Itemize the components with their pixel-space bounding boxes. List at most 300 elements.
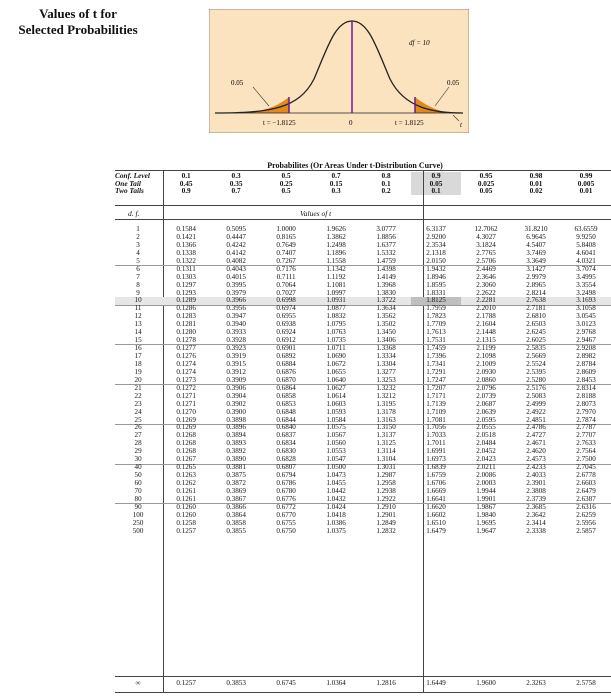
- value-cell: 2.5758: [576, 679, 596, 687]
- value-cell: 9.9250: [576, 232, 596, 241]
- value-cell: 0.1277: [176, 344, 196, 353]
- df-cell: 18: [134, 359, 142, 368]
- value-cell: 2.8214: [526, 288, 546, 297]
- header-cell-highlighted: 0.1: [411, 187, 461, 195]
- value-cell: 0.6830: [276, 447, 296, 456]
- value-cell: 1.6991: [426, 447, 446, 456]
- value-cell: 1.3368: [376, 344, 396, 353]
- table-header: [115, 172, 611, 195]
- header-cell: 0.01: [579, 186, 593, 195]
- value-cell: 1.7396: [426, 352, 446, 360]
- value-cell: 1.6706: [426, 479, 446, 487]
- value-cell: 2.9200: [426, 232, 446, 241]
- value-cell: 2.4786: [526, 423, 546, 432]
- value-cell: 1.2910: [376, 502, 396, 511]
- value-cell: 1.0473: [326, 471, 346, 480]
- header-cell: 0.2: [381, 186, 391, 195]
- value-cell: 1.7247: [426, 375, 446, 384]
- value-cell: 0.7176: [276, 264, 296, 273]
- value-cell: 1.3114: [376, 447, 396, 456]
- value-cell: 1.3304: [376, 359, 396, 368]
- header-cell: 0.01: [529, 178, 543, 188]
- value-cell: 2.3685: [526, 502, 546, 511]
- value-cell: 0.3890: [226, 455, 246, 464]
- value-cell: 0.1268: [176, 439, 196, 448]
- value-cell: 1.7109: [426, 407, 446, 416]
- value-cell: 0.8165: [276, 232, 296, 241]
- value-cell: 1.0877: [326, 304, 346, 313]
- value-cell: 4.0321: [576, 256, 596, 265]
- value-cell: 0.1273: [176, 375, 196, 384]
- subheader-rule: [115, 219, 611, 220]
- value-cell: 1.3253: [376, 375, 396, 384]
- value-cell: 2.0003: [476, 479, 496, 487]
- value-cell: 1.0672: [326, 359, 346, 368]
- value-cell: 0.7649: [276, 240, 296, 249]
- value-cell: 1.7139: [426, 399, 446, 408]
- t-values-table: [115, 226, 611, 536]
- value-cell: 1.6377: [376, 240, 396, 249]
- df-cell: 5: [136, 256, 140, 265]
- value-cell: 2.3414: [526, 518, 546, 527]
- df-cell: 11: [134, 304, 142, 313]
- value-cell: 0.3893: [226, 439, 246, 448]
- value-cell: 1.3150: [376, 423, 396, 432]
- value-cell: 1.7959: [426, 304, 446, 313]
- header-cell: 0.98: [529, 171, 543, 180]
- value-cell: 2.0086: [476, 471, 496, 480]
- df-label: df = 10: [409, 39, 430, 47]
- value-cell: 0.7267: [276, 256, 296, 265]
- df-cell: 70: [134, 486, 142, 495]
- value-cell: 2.0739: [476, 391, 496, 400]
- infinity-row: [115, 679, 611, 687]
- header-cell: 0.9: [181, 186, 191, 195]
- value-cell: 1.2922: [376, 494, 396, 503]
- value-cell: 3.0123: [576, 320, 596, 329]
- df-cell: 13: [134, 320, 142, 329]
- two-tails-row: [115, 187, 611, 195]
- value-cell: 0.6858: [276, 391, 296, 400]
- df-cell: 4: [136, 248, 140, 257]
- value-cell: 1.0567: [326, 431, 346, 440]
- value-cell: 0.3915: [226, 359, 246, 368]
- value-cell: 3.0545: [576, 312, 596, 321]
- value-cell: 0.1262: [176, 479, 196, 487]
- value-cell: 1.8856: [376, 232, 396, 241]
- value-cell: 3.1427: [526, 264, 546, 273]
- header-cell: 0.25: [279, 178, 293, 188]
- value-cell: 2.5083: [526, 391, 546, 400]
- value-cell: 0.6786: [276, 479, 296, 487]
- header-rule: [115, 205, 611, 206]
- value-cell: 0.6828: [276, 455, 296, 464]
- value-cell: 1.3406: [376, 336, 396, 345]
- header-cell: 0.1: [181, 171, 191, 180]
- value-cell: 3.7074: [576, 264, 596, 273]
- value-cell: 2.6778: [576, 471, 596, 480]
- values-of-t-label: Values of t: [300, 209, 332, 218]
- value-cell: 2.0452: [476, 447, 496, 456]
- value-cell: 1.1558: [326, 256, 346, 265]
- value-cell: 0.1271: [176, 399, 196, 408]
- value-cell: 2.8982: [576, 352, 596, 360]
- value-cell: 2.6603: [576, 479, 596, 487]
- value-cell: 1.0442: [326, 486, 346, 495]
- value-cell: 0.3892: [226, 447, 246, 456]
- value-cell: 1.6641: [426, 494, 446, 503]
- value-cell: 6.9645: [526, 232, 546, 241]
- header-cell: 0.15: [329, 178, 343, 188]
- value-cell: 1.6669: [426, 486, 446, 495]
- value-cell: 2.0595: [476, 415, 496, 424]
- value-cell: 1.0560: [326, 439, 346, 448]
- value-cell: 2.4233: [526, 463, 546, 472]
- value-cell: 2.4573: [526, 455, 546, 464]
- header-cell: 0.3: [331, 186, 341, 195]
- value-cell: 1.0640: [326, 375, 346, 384]
- value-cell: 2.4469: [476, 264, 496, 273]
- value-cell: 0.4142: [226, 248, 246, 257]
- value-cell: 1.7291: [426, 367, 446, 376]
- value-cell: 2.7045: [576, 463, 596, 472]
- value-cell: 2.8609: [576, 367, 596, 376]
- bottom-rule-upper: [115, 676, 611, 677]
- value-cell: 1.7081: [426, 415, 446, 424]
- value-cell: 1.8946: [426, 272, 446, 281]
- value-cell: 2.9768: [576, 328, 596, 337]
- value-cell: 2.0150: [426, 256, 446, 265]
- df-cell: 14: [134, 328, 142, 337]
- value-cell: 1.3163: [376, 415, 396, 424]
- value-cell: 2.5176: [526, 383, 546, 392]
- value-cell: 0.1322: [176, 256, 196, 265]
- value-cell: 2.1199: [476, 344, 496, 353]
- value-cell: 1.3634: [376, 304, 396, 313]
- value-cell: 2.7638: [526, 296, 546, 305]
- table-row: [115, 528, 611, 536]
- right-t-label: t = 1.8125: [395, 119, 424, 127]
- value-cell: 1.0627: [326, 383, 346, 392]
- header-cell: 0.7: [231, 186, 241, 195]
- value-cell: 0.1270: [176, 407, 196, 416]
- value-cell: 2.6025: [526, 336, 546, 345]
- left-area-label: 0.05: [231, 79, 244, 87]
- header-cell: 0.8: [381, 171, 391, 180]
- value-cell: 0.6794: [276, 471, 296, 480]
- value-cell: 2.3338: [526, 526, 546, 535]
- value-cell: 1.3212: [376, 391, 396, 400]
- value-cell: 0.1271: [176, 391, 196, 400]
- value-cell: 0.1265: [176, 463, 196, 472]
- value-cell: 2.3739: [526, 494, 546, 503]
- value-cell: 0.3919: [226, 352, 246, 360]
- value-cell: 1.0690: [326, 352, 346, 360]
- value-cell: 1.0386: [326, 518, 346, 527]
- df-cell: 7: [136, 272, 140, 281]
- value-cell: 0.3979: [226, 288, 246, 297]
- value-cell: 1.0575: [326, 423, 346, 432]
- value-cell: 0.4447: [226, 232, 246, 241]
- value-cell: 1.0375: [326, 526, 346, 535]
- value-cell: 0.1338: [176, 248, 196, 257]
- value-cell: 0.1421: [176, 232, 196, 241]
- value-cell: 2.5669: [526, 352, 546, 360]
- value-cell: 0.6750: [276, 526, 296, 535]
- value-cell: 2.4033: [526, 471, 546, 480]
- value-cell: 1.0763: [326, 328, 346, 337]
- df-cell: 17: [134, 352, 142, 360]
- value-cell: 2.2281: [476, 296, 496, 305]
- header-cell-highlighted: 0.05: [411, 180, 461, 188]
- value-cell: 0.1283: [176, 312, 196, 321]
- value-cell: 2.9467: [576, 336, 596, 345]
- value-cell: 3.4995: [576, 272, 596, 281]
- header-cell: 0.35: [229, 178, 243, 188]
- value-cell: 0.1311: [176, 264, 196, 273]
- value-cell: 1.6620: [426, 502, 446, 511]
- value-cell: 1.0424: [326, 502, 346, 511]
- value-cell: 1.0553: [326, 447, 346, 456]
- value-cell: 1.1342: [326, 264, 346, 273]
- value-cell: 1.6510: [426, 518, 446, 527]
- value-cell: 0.7111: [276, 272, 296, 281]
- value-cell: 2.3263: [526, 679, 546, 687]
- df-column-label: d. f.: [128, 209, 140, 218]
- value-cell: 0.1366: [176, 240, 196, 249]
- value-cell: 1.3502: [376, 320, 396, 329]
- value-cell: 1.8125: [411, 297, 461, 305]
- value-cell: 1.0614: [326, 391, 346, 400]
- header-cell: 0.025: [477, 178, 495, 188]
- value-cell: 1.6839: [426, 463, 446, 472]
- value-cell: 0.3904: [226, 391, 246, 400]
- table-title: [8, 6, 148, 38]
- value-cell: 0.6901: [276, 344, 296, 353]
- value-cell: 2.1788: [476, 312, 496, 321]
- df-cell: 22: [134, 391, 142, 400]
- value-cell: 2.7787: [576, 423, 596, 432]
- df-cell: 20: [134, 375, 142, 384]
- header-cell: 0.95: [479, 171, 493, 180]
- value-cell: 1.9432: [426, 264, 446, 273]
- value-cell: 63.6559: [574, 225, 598, 233]
- value-cell: 2.3534: [426, 240, 446, 249]
- value-cell: 1.3830: [376, 288, 396, 297]
- header-cell: 0.05: [479, 186, 493, 195]
- header-cell: 0.005: [577, 178, 595, 188]
- value-cell: 0.7064: [276, 280, 296, 289]
- value-cell: 0.1278: [176, 336, 196, 345]
- value-cell: 12.7062: [474, 225, 498, 233]
- value-cell: 4.6041: [576, 248, 596, 257]
- value-cell: 1.7459: [426, 344, 446, 353]
- value-cell: 2.6245: [526, 328, 546, 337]
- value-cell: 0.3872: [226, 479, 246, 487]
- value-cell: 0.6772: [276, 502, 296, 511]
- value-cell: 1.9600: [476, 679, 496, 687]
- value-cell: 1.9944: [476, 486, 496, 495]
- value-cell: 1.0455: [326, 479, 346, 487]
- df-cell: 25: [134, 415, 142, 424]
- value-cell: 0.6884: [276, 359, 296, 368]
- value-cell: 0.3898: [226, 415, 246, 424]
- df-cell: 23: [134, 399, 142, 408]
- value-cell: 1.2901: [376, 510, 396, 519]
- value-cell: 0.5095: [226, 225, 246, 233]
- value-cell: 1.4398: [376, 264, 396, 273]
- value-cell: 2.0687: [476, 399, 496, 408]
- df-cell: ∞: [135, 679, 141, 687]
- df-cell: 29: [134, 447, 142, 456]
- value-cell: 0.6840: [276, 423, 296, 432]
- value-cell: 2.5524: [526, 359, 546, 368]
- value-cell: 1.1192: [326, 272, 346, 281]
- value-cell: 0.6844: [276, 415, 296, 424]
- value-cell: 0.4043: [226, 264, 246, 273]
- value-cell: 0.6780: [276, 486, 296, 495]
- value-cell: 1.3334: [376, 352, 396, 360]
- df-cell: 12: [134, 312, 142, 321]
- value-cell: 1.5332: [376, 248, 396, 257]
- value-cell: 1.3232: [376, 383, 396, 392]
- value-cell: 2.3060: [476, 280, 496, 289]
- value-cell: 3.0777: [376, 225, 396, 233]
- value-cell: 1.0500: [326, 463, 346, 472]
- value-cell: 3.7469: [526, 248, 546, 257]
- value-cell: 0.1276: [176, 352, 196, 360]
- df-cell: 28: [134, 439, 142, 448]
- value-cell: 2.5857: [576, 526, 596, 535]
- value-cell: 2.4671: [526, 439, 546, 448]
- df-cell: 8: [136, 280, 140, 289]
- header-cell: 0.45: [179, 178, 193, 188]
- value-cell: 1.7531: [426, 336, 446, 345]
- value-cell: 2.6503: [526, 320, 546, 329]
- value-cell: 2.0796: [476, 383, 496, 392]
- value-cell: 1.0795: [326, 320, 346, 329]
- header-cell: 0.5: [281, 186, 291, 195]
- value-cell: 1.3178: [376, 407, 396, 416]
- df-cell: 10: [134, 296, 142, 305]
- value-cell: 1.3862: [326, 232, 346, 241]
- value-cell: 1.9695: [476, 518, 496, 527]
- value-cell: 1.7341: [426, 359, 446, 368]
- value-cell: 0.6745: [276, 679, 296, 687]
- value-cell: 0.1260: [176, 502, 196, 511]
- header-cell: 0.1: [381, 178, 391, 188]
- value-cell: 2.5706: [476, 256, 496, 265]
- value-cell: 3.3554: [576, 280, 596, 289]
- value-cell: 0.4082: [226, 256, 246, 265]
- value-cell: 1.9840: [476, 510, 496, 519]
- value-cell: 0.3875: [226, 471, 246, 480]
- value-cell: 5.8408: [576, 240, 596, 249]
- value-cell: 2.7707: [576, 431, 596, 440]
- df-cell: 9: [136, 288, 140, 297]
- header-cell-highlighted: 0.9: [411, 172, 461, 180]
- value-cell: 2.8453: [576, 375, 596, 384]
- header-cell: 0.7: [331, 171, 341, 180]
- value-cell: 1.0364: [326, 679, 346, 687]
- value-cell: 1.2987: [376, 471, 396, 480]
- value-cell: 2.7564: [576, 447, 596, 456]
- value-cell: 0.6998: [276, 296, 296, 305]
- df-cell: 21: [134, 383, 142, 392]
- value-cell: 1.4759: [376, 256, 396, 265]
- value-cell: 1.3562: [376, 312, 396, 321]
- two-tails-label: Two Tails: [115, 186, 144, 195]
- value-cell: 1.0432: [326, 494, 346, 503]
- value-cell: 1.6973: [426, 455, 446, 464]
- value-cell: 2.5956: [576, 518, 596, 527]
- value-cell: 2.1009: [476, 359, 496, 368]
- value-cell: 1.2938: [376, 486, 396, 495]
- value-cell: 1.0997: [326, 288, 346, 297]
- value-cell: 1.2832: [376, 526, 396, 535]
- value-cell: 0.1257: [176, 679, 196, 687]
- value-cell: 4.3027: [476, 232, 496, 241]
- value-cell: 0.4015: [226, 272, 246, 281]
- value-cell: 1.0000: [276, 225, 296, 233]
- value-cell: 0.1281: [176, 320, 196, 329]
- value-cell: 1.3195: [376, 399, 396, 408]
- value-cell: 0.3867: [226, 494, 246, 503]
- value-cell: 0.7027: [276, 288, 296, 297]
- value-cell: 0.6864: [276, 383, 296, 392]
- value-cell: 0.3858: [226, 518, 246, 527]
- value-cell: 0.6853: [276, 399, 296, 408]
- value-cell: 0.6924: [276, 328, 296, 337]
- value-cell: 0.1269: [176, 415, 196, 424]
- value-cell: 0.3947: [226, 312, 246, 321]
- value-cell: 0.3853: [226, 679, 246, 687]
- value-cell: 0.3995: [226, 280, 246, 289]
- value-cell: 0.1257: [176, 526, 196, 535]
- value-cell: 0.3966: [226, 296, 246, 305]
- value-cell: 1.7011: [426, 439, 446, 448]
- table-caption: Probabilites (Or Areas Under t-Distribution Curve): [267, 161, 443, 170]
- value-cell: 2.7874: [576, 415, 596, 424]
- value-cell: 0.6770: [276, 510, 296, 519]
- value-cell: 1.0832: [326, 312, 346, 321]
- value-cell: 2.1318: [426, 248, 446, 257]
- value-cell: 1.0711: [326, 344, 346, 353]
- df-cell: 19: [134, 367, 142, 376]
- title-line-1: Values of t for: [39, 6, 117, 21]
- df-cell: 2: [136, 232, 140, 241]
- value-cell: 2.4727: [526, 431, 546, 440]
- value-cell: 2.8314: [576, 383, 596, 392]
- value-cell: 0.3940: [226, 320, 246, 329]
- value-cell: 2.7765: [476, 248, 496, 257]
- value-cell: 0.6974: [276, 304, 296, 313]
- df-cell: 90: [134, 502, 142, 511]
- df-cell: 24: [134, 407, 142, 416]
- value-cell: 0.1297: [176, 280, 196, 289]
- value-cell: 0.7407: [276, 248, 296, 257]
- value-cell: 0.3933: [226, 328, 246, 337]
- value-cell: 2.4851: [526, 415, 546, 424]
- value-cell: 2.9979: [526, 272, 546, 281]
- value-cell: 2.1448: [476, 328, 496, 337]
- value-cell: 0.3956: [226, 304, 246, 313]
- value-cell: 3.1058: [576, 304, 596, 313]
- value-cell: 1.9647: [476, 526, 496, 535]
- value-cell: 2.0423: [476, 455, 496, 464]
- value-cell: 0.1303: [176, 272, 196, 281]
- value-cell: 1.2849: [376, 518, 396, 527]
